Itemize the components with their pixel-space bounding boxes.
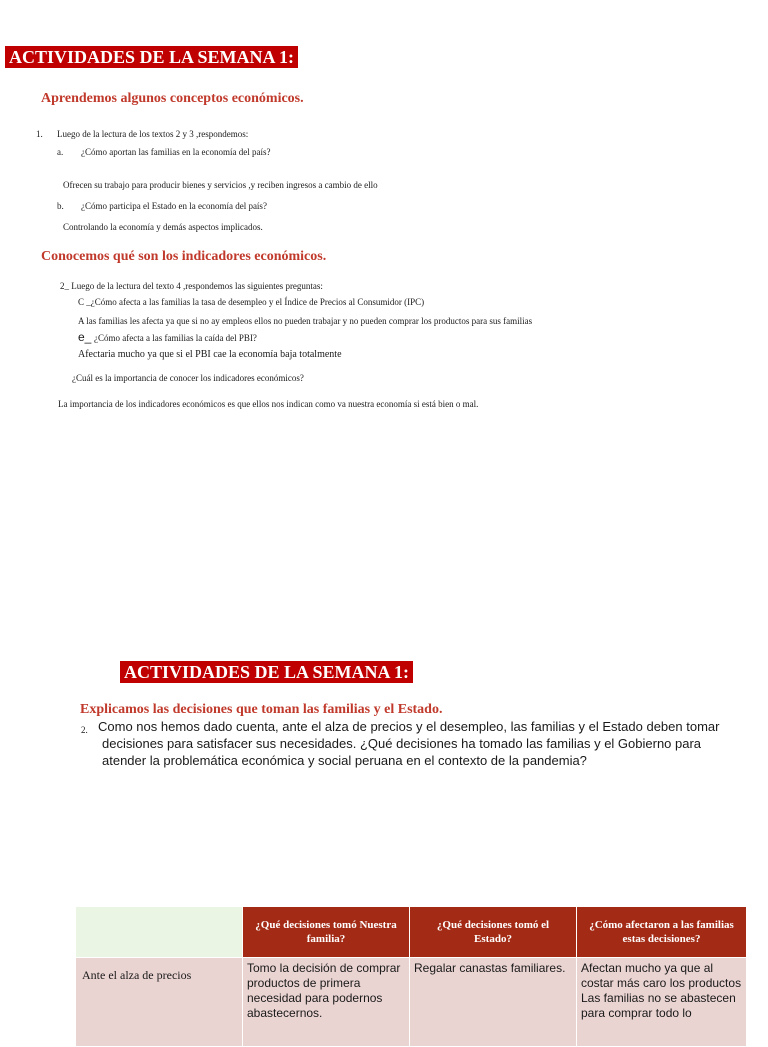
qc-text: C _¿Cómo afecta a las familias la tasa de desempleo y el Índice de Precios al Consumidor (IPC) — [78, 297, 425, 307]
q1-text: Luego de la lectura de los textos 2 y 3 ,respondemos: — [57, 129, 249, 139]
qe-answer: Afectaria mucho ya que si el PBI cae la economía baja totalmente — [78, 349, 342, 360]
qb-text: ¿Cómo participa el Estado en la economía del país? — [81, 201, 267, 211]
q2-intro: 2_ Luego de la lectura del texto 4 ,respondemos las siguientes preguntas: — [60, 281, 323, 291]
table-header-effects: ¿Cómo afectaron a las familias estas decisiones? — [577, 907, 747, 958]
table-cell-family-decision: Tomo la decisión de comprar productos de primera necesidad para podernos abastecernos. — [243, 958, 410, 1047]
table-header-family: ¿Qué decisiones tomó Nuestra familia? — [243, 907, 410, 958]
q1-number: 1. — [36, 129, 43, 139]
table-header-empty — [76, 907, 243, 958]
section2-banner: ACTIVIDADES DE LA SEMANA 1: — [120, 661, 413, 683]
section1-heading: Aprendemos algunos conceptos económicos. — [41, 91, 304, 106]
qf-answer: La importancia de los indicadores económicos es que ellos nos indican como va nuestra economía si está bien o mal. — [58, 399, 479, 409]
qa-answer: Ofrecen su trabajo para producir bienes y servicios ,y reciben ingresos a cambio de ello — [63, 180, 378, 190]
table-cell-state-decision: Regalar canastas familiares. — [410, 958, 577, 1047]
q2-text: Como nos hemos dado cuenta, ante el alza de precios y el desempleo, las familias y el Estado deben tomar decisiones para satisfacer sus necesidades. ¿Qué decisiones ha tomado las familias y el Gobierno para atender la problemática económica y social peruana en el contexto de la pandemia? — [98, 719, 720, 768]
table-header-row — [76, 907, 747, 958]
decisions-table — [75, 906, 747, 1047]
qa-letter: a. — [57, 147, 64, 157]
qe-letter: e_ — [78, 330, 92, 344]
qb-answer: Controlando la economía y demás aspectos implicados. — [63, 222, 263, 232]
section1-heading2: Conocemos qué son los indicadores económicos. — [41, 249, 327, 264]
table-header-state: ¿Qué decisiones tomó el Estado? — [410, 907, 577, 958]
qe-text: ¿Cómo afecta a las familias la caída del PBI? — [94, 333, 257, 343]
qc-answer: A las familias les afecta ya que si no ay empleos ellos no pueden trabajar y no pueden comprar los productos para sus familias — [78, 316, 533, 326]
section1-banner: ACTIVIDADES DE LA SEMANA 1: — [5, 46, 298, 68]
qa-text: ¿Cómo aportan las familias en la economía del país? — [81, 147, 271, 157]
section2-heading: Explicamos las decisiones que toman las familias y el Estado. — [80, 702, 443, 717]
table-cell-effects: Afectan mucho ya que al costar más caro los productos Las familias no se abastecen para comprar todo lo — [577, 958, 747, 1047]
table-cell-situation: Ante el alza de precios — [76, 958, 243, 1047]
qb-letter: b. — [57, 201, 64, 211]
qf-text: ¿Cuál es la importancia de conocer los indicadores económicos? — [72, 373, 304, 383]
table-row — [76, 958, 747, 1047]
q2-number: 2. — [81, 725, 88, 735]
